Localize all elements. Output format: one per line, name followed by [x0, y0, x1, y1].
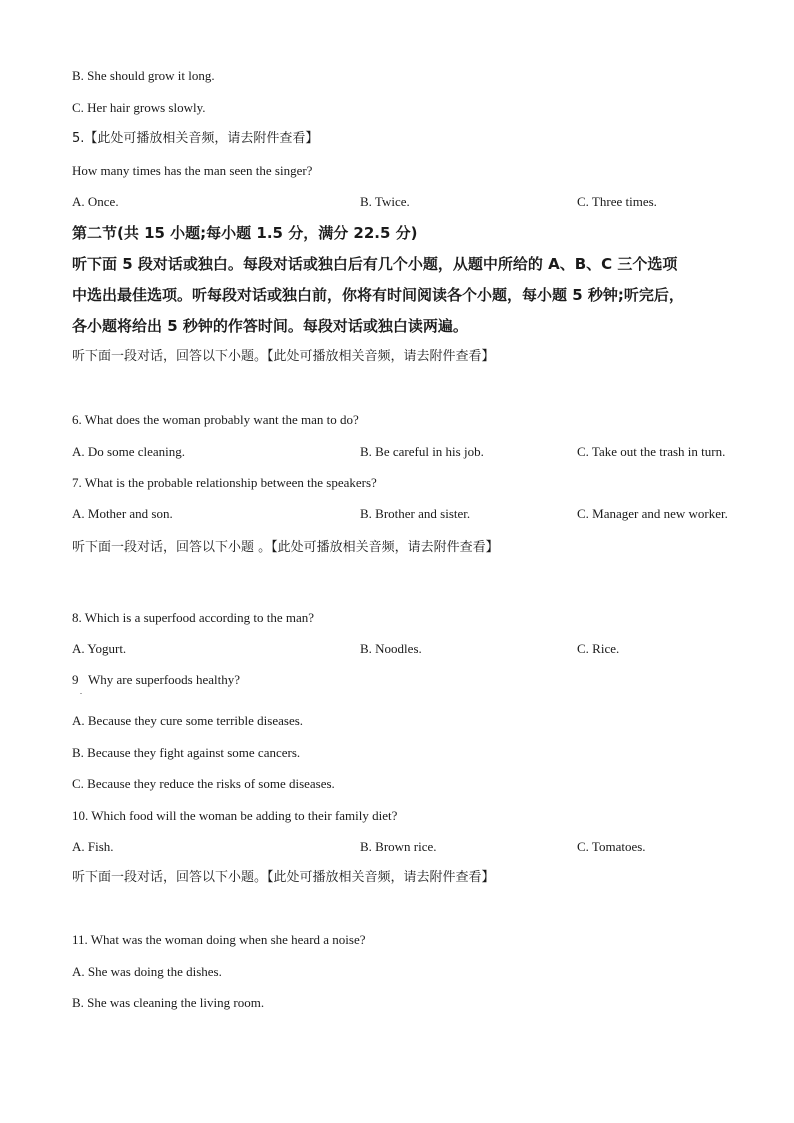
q7-question: 7. What is the probable relationship between the speakers?	[72, 475, 377, 490]
q5-audio-prompt: 5.【此处可播放相关音频，请去附件查看】	[72, 131, 319, 146]
section2-instruction-2: 中选出最佳选项。听每段对话或独白前，你将有时间阅读各个小题，每小题 5 秒钟;听完后，	[72, 286, 684, 304]
dialog1-prompt: 听下面一段对话，回答以下小题。【此处可播放相关音频，请去附件查看】	[72, 349, 495, 364]
q10-question: 10. Which food will the woman be adding to their family diet?	[72, 808, 398, 823]
q6-option-b: B. Be careful in his job.	[360, 444, 484, 459]
q10-option-b: B. Brown rice.	[360, 839, 437, 854]
q8-option-b: B. Noodles.	[360, 641, 422, 656]
q8-question: 8. Which is a superfood according to the man?	[72, 610, 314, 625]
section2-instruction-1: 听下面 5 段对话或独白。每段对话或独白后有几个小题，从题中所给的 A、B、C 三个选项	[72, 255, 678, 273]
q9-option-a: A. Because they cure some terrible diseases.	[72, 713, 304, 728]
q4-option-b: B. She should grow it long.	[72, 68, 215, 83]
dialog2-prompt: 听下面一段对话，回答以下小题 。【此处可播放相关音频，请去附件查看】	[72, 540, 499, 555]
q10-option-c: C. Tomatoes.	[577, 839, 646, 854]
section2-instruction-3: 各小题将给出 5 秒钟的作答时间。每段对话或独白读两遍。	[72, 317, 468, 335]
q11-question: 11. What was the woman doing when she heard a noise?	[72, 932, 366, 947]
q8-options	[72, 641, 762, 657]
q9-stray-dot: .	[80, 687, 82, 696]
q9-option-b: B. Because they fight against some cancers.	[72, 745, 301, 760]
q6-options	[72, 444, 762, 460]
q11-option-a: A. She was doing the dishes.	[72, 964, 222, 979]
q7-option-c: C. Manager and new worker.	[577, 506, 728, 521]
q5-options	[72, 194, 762, 210]
q10-options	[72, 839, 762, 855]
q8-option-c: C. Rice.	[577, 641, 620, 656]
q7-options	[72, 506, 762, 522]
q11-option-b: B. She was cleaning the living room.	[72, 995, 265, 1010]
q5-option-a: A. Once.	[72, 194, 119, 209]
dialog3-prompt: 听下面一段对话，回答以下小题。【此处可播放相关音频，请去附件查看】	[72, 870, 495, 885]
q7-option-a: A. Mother and son.	[72, 506, 173, 521]
section2-heading: 第二节(共 15 小题;每小题 1.5 分，满分 22.5 分)	[72, 224, 418, 242]
q8-option-a: A. Yogurt.	[72, 641, 127, 656]
q7-option-b: B. Brother and sister.	[360, 506, 471, 521]
q6-option-a: A. Do some cleaning.	[72, 444, 186, 459]
q9-option-c: C. Because they reduce the risks of some diseases.	[72, 776, 335, 791]
q4-option-c: C. Her hair grows slowly.	[72, 100, 206, 115]
q9-question: 9 Why are superfoods healthy?	[72, 672, 240, 687]
q5-option-c: C. Three times.	[577, 194, 657, 209]
q6-question: 6. What does the woman probably want the man to do?	[72, 412, 359, 427]
q5-option-b: B. Twice.	[360, 194, 410, 209]
q10-option-a: A. Fish.	[72, 839, 114, 854]
q6-option-c: C. Take out the trash in turn.	[577, 444, 726, 459]
q5-question: How many times has the man seen the singer?	[72, 163, 313, 178]
